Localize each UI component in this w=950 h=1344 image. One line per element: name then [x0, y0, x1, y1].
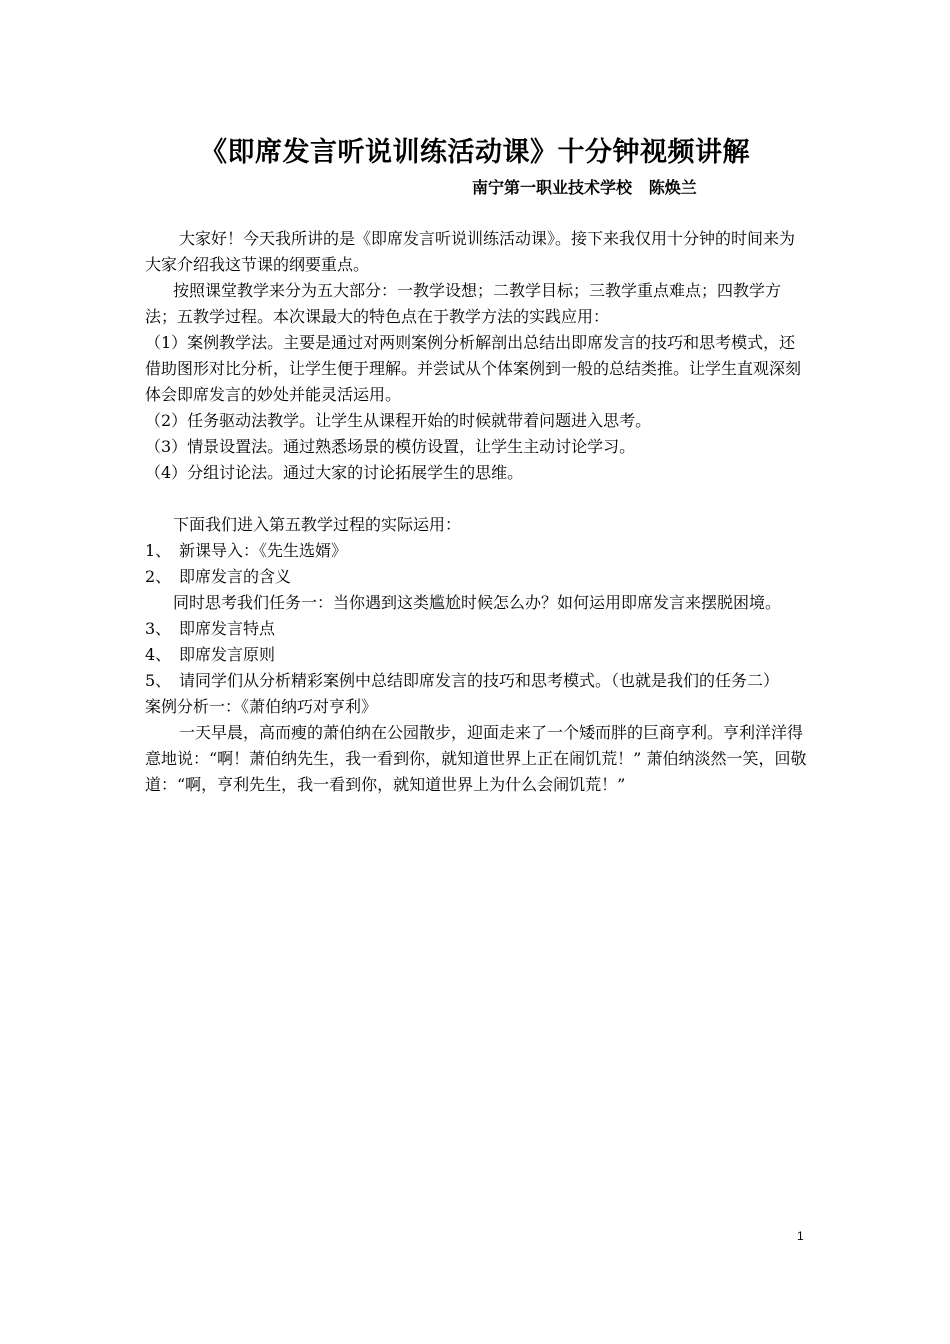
- author-line: 南宁第一职业技术学校 陈焕兰: [472, 178, 697, 197]
- step-text: 请同学们从分析精彩案例中总结即席发言的技巧和思考模式。（也就是我们的任务二）: [179, 671, 780, 690]
- process-intro-paragraph: 下面我们进入第五教学过程的实际运用：: [173, 515, 462, 534]
- step-number: 2、: [145, 567, 172, 586]
- step-text: 即席发言的含义: [179, 567, 292, 586]
- step-2-note: 同时思考我们任务一：当你遇到这类尴尬时候怎么办？如何运用即席发言来摆脱困境。: [173, 593, 782, 612]
- step-text: 新课导入：《先生选婿》: [179, 541, 348, 560]
- step-number: 3、: [145, 619, 172, 638]
- page-number: 1: [797, 1229, 804, 1243]
- step-item-5: [145, 668, 810, 694]
- structure-paragraph: 按照课堂教学来分为五大部分：一教学设想；二教学目标；三教学重点难点；四教学方法；五教学过程。本次课最大的特色点在于教学方法的实践应用：: [145, 281, 782, 326]
- document-body: [145, 226, 810, 798]
- method-1-paragraph: （1）案例教学法。主要是通过对两则案例分析解剖出总结出即席发言的技巧和思考模式，还借助图形对比分析，让学生便于理解。并尝试从个体案例到一般的总结类推。让学生直观深刻体会即席发言的妙处并能灵活运用。: [145, 333, 802, 404]
- method-3-paragraph: （3）情景设置法。通过熟悉场景的模仿设置，让学生主动讨论学习。: [145, 437, 636, 456]
- document-title: 《即席发言听说训练活动课》十分钟视频讲解: [200, 137, 750, 168]
- paragraph-gap: [145, 486, 810, 512]
- step-number: 4、: [145, 645, 172, 664]
- step-text: 即席发言原则: [179, 645, 276, 664]
- step-item-1: [145, 538, 810, 564]
- intro-paragraph: 大家好！今天我所讲的是《即席发言听说训练活动课》。接下来我仅用十分钟的时间来为大家介绍我这节课的纲要重点。: [145, 229, 796, 274]
- method-2-paragraph: （2）任务驱动法教学。让学生从课程开始的时候就带着问题进入思考。: [145, 411, 652, 430]
- step-item-3: [145, 616, 810, 642]
- step-item-2: [145, 564, 810, 590]
- step-text: 即席发言特点: [179, 619, 276, 638]
- case-text: 一天早晨，高而瘦的萧伯纳在公园散步，迎面走来了一个矮而胖的巨商亨利。亨利洋洋得意地说：“啊！萧伯纳先生，我一看到你，就知道世界上正在闹饥荒！” 萧伯纳淡然一笑，回敬道：“啊，亨利先生，我一看到你，就知道世界上为什么会闹饥荒！”: [145, 723, 807, 794]
- case-title: 案例分析一：《萧伯纳巧对亨利》: [145, 697, 378, 716]
- step-number: 5、: [145, 671, 172, 690]
- step-item-4: [145, 642, 810, 668]
- method-4-paragraph: （4）分组讨论法。通过大家的讨论拓展学生的思维。: [145, 463, 524, 482]
- step-number: 1、: [145, 541, 172, 560]
